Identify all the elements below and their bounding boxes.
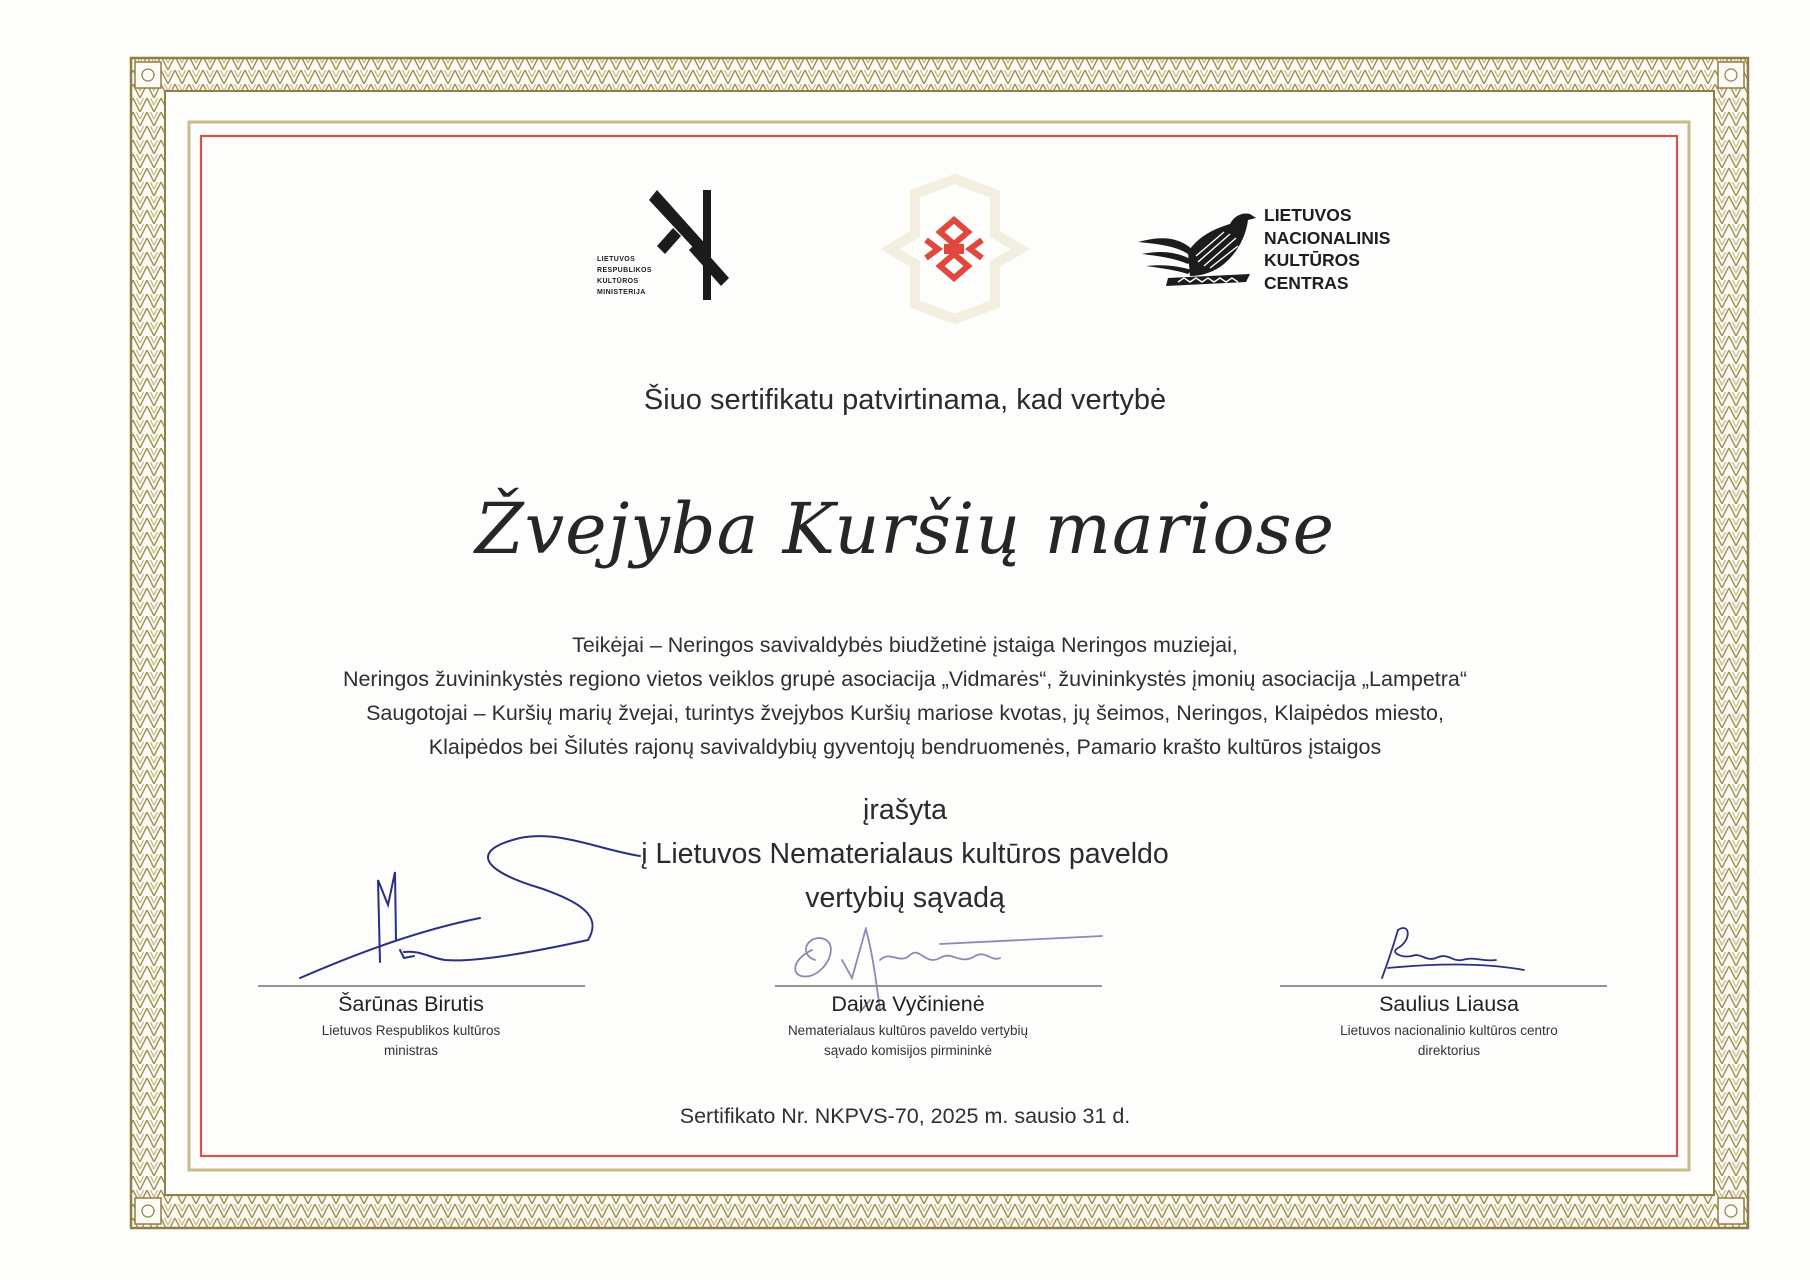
registration-line: įrašyta: [863, 794, 947, 826]
providers-line: Neringos žuvininkystės regiono vietos veiklos grupė asociacija „Vidmarės“, žuvininkystės įmonių asociacija „Lampetra“: [342, 667, 1468, 691]
signatory-liausa: [1279, 992, 1619, 1061]
signature-liausa-icon: [1382, 928, 1524, 978]
signatory-name: Daiva Vyčinienė: [831, 992, 985, 1016]
signatory-role: Nematerialaus kultūros paveldo vertybių sąvado komisijos pirmininkė: [787, 1023, 1029, 1058]
signatory-name: Saulius Liausa: [1379, 992, 1519, 1016]
certificate-number: Sertifikato Nr. NKPVS-70, 2025 m. sausio 31 d.: [679, 1104, 1131, 1128]
registration-line: į Lietuvos Nematerialaus kultūros paveldo: [641, 838, 1169, 870]
signatory-vyciniene: [738, 992, 1078, 1061]
lnkc-logo-text: LIETUVOS NACIONALINIS KULTŪROS CENTRAS: [1264, 205, 1391, 293]
signatory-birutis: [241, 992, 581, 1061]
keepers-line: Klaipėdos bei Šilutės rajonų savivaldybių gyventojų bendruomenės, Pamario krašto kultūros įstaigos: [428, 735, 1382, 759]
certificate-title: Žvejyba Kuršių mariose: [474, 488, 1336, 570]
signatory-name: Šarūnas Birutis: [338, 992, 484, 1016]
signatory-role: Lietuvos nacionalinio kultūros centro direktorius: [1340, 1023, 1558, 1058]
providers-line: Teikėjai – Neringos savivaldybės biudžetinė įstaiga Neringos muziejai,: [572, 633, 1238, 657]
signature-birutis-icon: [300, 836, 640, 978]
signatory-role: Lietuvos Respublikos kultūros ministras: [321, 1023, 501, 1058]
keepers-line: Saugotojai – Kuršių marių žvejai, turintys žvejybos Kuršių mariose kvotas, jų šeimos, Neringos, Klaipėdos miesto,: [366, 701, 1444, 725]
ministry-logo-text: LIETUVOS RESPUBLIKOS KULTŪROS MINISTERIJA: [597, 256, 652, 296]
certificate-intro: Šiuo sertifikatu patvirtinama, kad vertybė: [643, 384, 1167, 416]
registration-line: vertybių sąvadą: [805, 882, 1005, 914]
